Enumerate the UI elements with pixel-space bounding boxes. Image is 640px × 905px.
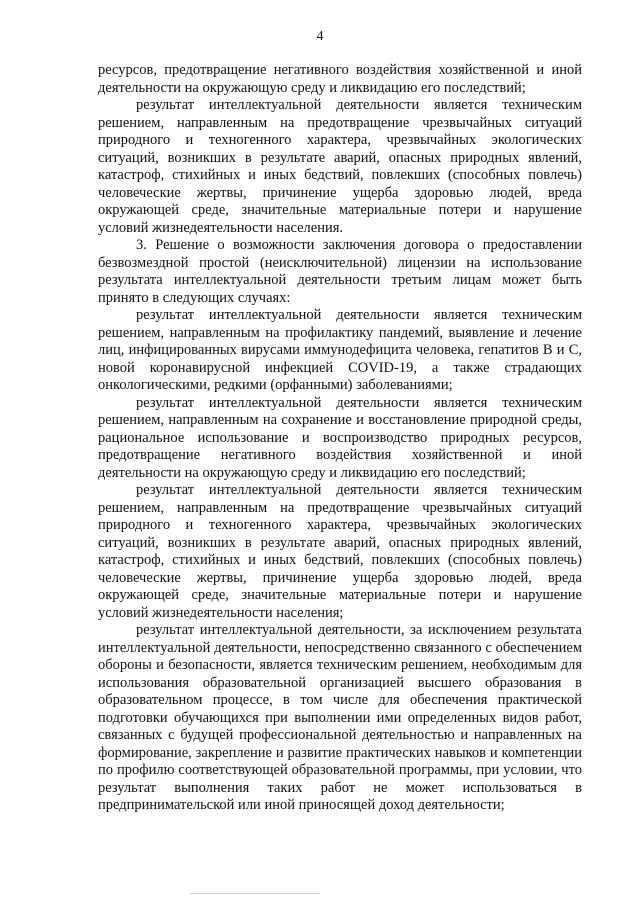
paragraph-emergency-prevention-2: результат интеллектуальной деятельности является техническим решением, направленным на предотвращение чрезвычайных ситуаций природного и техногенного характера, чрезвычайных экологических ситуаций, возникших в результате аварий, опасных природных явлений, катастроф, стихийных и иных бедствий, повлекших (способных повлечь) человеческие жертвы, причинение ущерба здоровью людей, вреда окружающей среде, значительные материальные потери и нарушение условий жизнедеятельности населения; xyxy=(98,482,582,621)
document-body xyxy=(98,62,582,815)
paragraph-clause-3: 3. Решение о возможности заключения договора о предоставлении безвозмездной простой (неисключительной) лицензии на использование результата интеллектуальной деятельности третьим лицам может быть принято в следующих случаях: xyxy=(98,237,582,306)
paragraph-pandemic-prevention: результат интеллектуальной деятельности является техническим решением, направленным на профилактику пандемий, выявление и лечение лиц, инфицированных вирусами иммунодефицита человека, гепатитов B и C, новой коронавирусной инфекцией COVID-19, а также страдающих онкологическими, редкими (орфанными) заболеваниями; xyxy=(98,307,582,393)
paragraph-continuation: ресурсов, предотвращение негативного воздействия хозяйственной и иной деятельности на окружающую среду и ликвидацию его последствий; xyxy=(98,62,582,96)
page-number: 4 xyxy=(316,29,324,44)
paragraph-education-use: результат интеллектуальной деятельности, за исключением результата интеллектуальной деятельности, непосредственно связанного с обеспечением обороны и безопасности, является техническим решением, необходимым для использования образовательной организацией высшего образования в образовательном процессе, в том числе для обеспечения практической подготовки обучающихся при выполнении ими определенных видов работ, связанных с будущей профессиональной деятельностью и направленных на формирование, закрепление и развитие практических навыков и компетенции по профилю соответствующей образовательной программы, при условии, что результат выполнения таких работ не может использоваться в предпринимательской или иной приносящей доход деятельности; xyxy=(98,622,582,813)
paragraph-emergency-prevention: результат интеллектуальной деятельности является техническим решением, направленным на предотвращение чрезвычайных ситуаций природного и техногенного характера, чрезвычайных экологических ситуаций, возникших в результате аварий, опасных природных явлений, катастроф, стихийных и иных бедствий, повлекших (способных повлечь) человеческие жертвы, причинение ущерба здоровью людей, вреда окружающей среде, значительные материальные потери и нарушение условий жизнедеятельности населения. xyxy=(98,97,582,236)
paragraph-environment-protection: результат интеллектуальной деятельности является техническим решением, направленным на сохранение и восстановление природной среды, рациональное использование и воспроизводство природных ресурсов, предотвращение негативного воздействия хозяйственной и иной деятельности на окружающую среду и ликвидацию его последствий; xyxy=(98,394,582,481)
scan-edge-line xyxy=(190,893,320,894)
